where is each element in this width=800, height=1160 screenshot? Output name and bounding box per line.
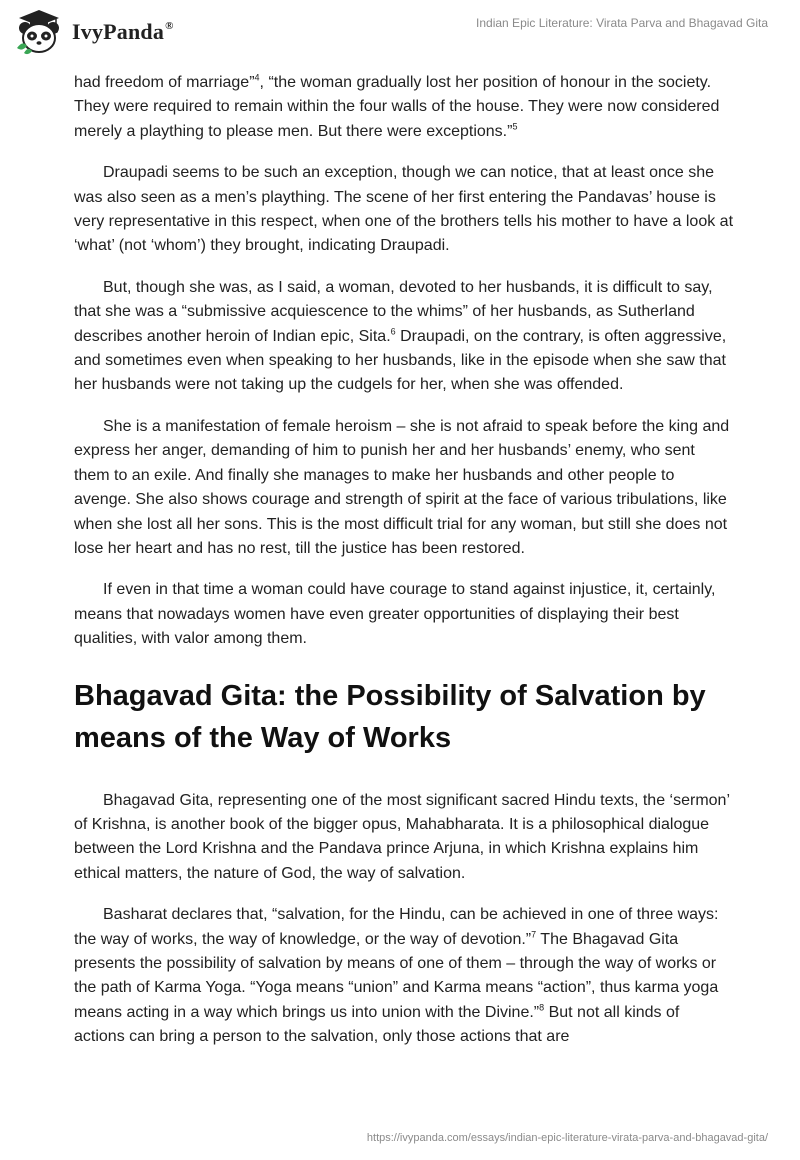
ivypanda-logo[interactable] <box>14 8 174 56</box>
paragraph: If even in that time a woman could have courage to stand against injustice, it, certainly, means that nowadays women have even greater opportunities of displaying their best qualities, with valor among them. <box>74 581 716 648</box>
footnote-marker[interactable]: 8 <box>539 1002 545 1013</box>
paragraph: Basharat declares that, “salvation, for the Hindu, can be achieved in one of three ways: the way of works, the way of knowledge, or the way of devotion.”$^7$ The Bhagavad Gita presents the possibility of salvation by means of one of them – through the way of works or the path of Karma Yoga. “Yoga means “union” and Karma means “action”, thus karma yoga means acting in a way which brings us into union with the Divine.”$^8$ But not all kinds of actions can bring a person to the salvation, only those actions that are <box>74 906 719 1046</box>
footnote-marker[interactable]: 4 <box>254 72 260 83</box>
document-title: Indian Epic Literature: Virata Parva and Bhagavad Gita <box>476 16 768 30</box>
paragraph: She is a manifestation of female heroism – she is not afraid to speak before the king and express her anger, demanding of him to punish her and her husbands’ enemy, who sent them to an exile. And finally she manages to make her husbands and other people to avenge. She also shows courage and strength of spirit at the face of various tribulations, like when she lost all her sons. This is the most difficult trial for any woman, but still she does not lose her heart and has no rest, till the justice has been restored. <box>74 417 730 557</box>
page-url[interactable]: https://ivypanda.com/essays/indian-epic-literature-virata-parva-and-bhagavad-gita/ <box>366 1132 768 1144</box>
paragraph: But, though she was, as I said, a woman, devoted to her husbands, it is difficult to say, that she was a “submissive acquiescence to the whims” of her husbands, as Sutherland describes another heroin of Indian epic, Sita.$^6$ Draupadi, on the contrary, is often aggressive, and sometimes even when speaking to her husbands, like in the episode when she saw that her husbands were not taking up the cudgels for her, when she was offended. <box>74 278 727 394</box>
footnote-marker[interactable]: 7 <box>531 929 537 940</box>
section-heading: Bhagavad Gita: the Possibility of Salvation by means of the Way of Works <box>74 679 706 754</box>
footnote-marker[interactable]: 6 <box>390 326 396 337</box>
footnote-marker[interactable]: 5 <box>512 121 518 132</box>
paragraph: Bhagavad Gita, representing one of the most significant sacred Hindu texts, the ‘sermon’ of Krishna, is another book of the bigger opus, Mahabharata. It is a philosophical dialogue between the Lord Krishna and the Pandava prince Arjuna, in which Krishna explains him ethical matters, the nature of God, the way of salvation. <box>74 791 730 882</box>
panda-graduate-icon <box>14 8 64 56</box>
essay-content <box>74 71 734 1067</box>
page-header <box>0 0 800 62</box>
brand-name: IvyPanda® <box>72 19 174 44</box>
paragraph: had freedom of marriage”$^4$, “the woman gradually lost her position of honour in the society. They were required to remain within the four walls of the house. They were now considered merely a plaything to please men. But there were exceptions.”$^5$ <box>74 72 720 140</box>
paragraph: Draupadi seems to be such an exception, though we can notice, that at least once she was also seen as a men’s plaything. The scene of her first entering the Pandavas’ house is very representative in this respect, when one of the brothers tells his mother to have a look at ‘what’ (not ‘whom’) they brought, indicating Draupadi. <box>74 164 734 255</box>
